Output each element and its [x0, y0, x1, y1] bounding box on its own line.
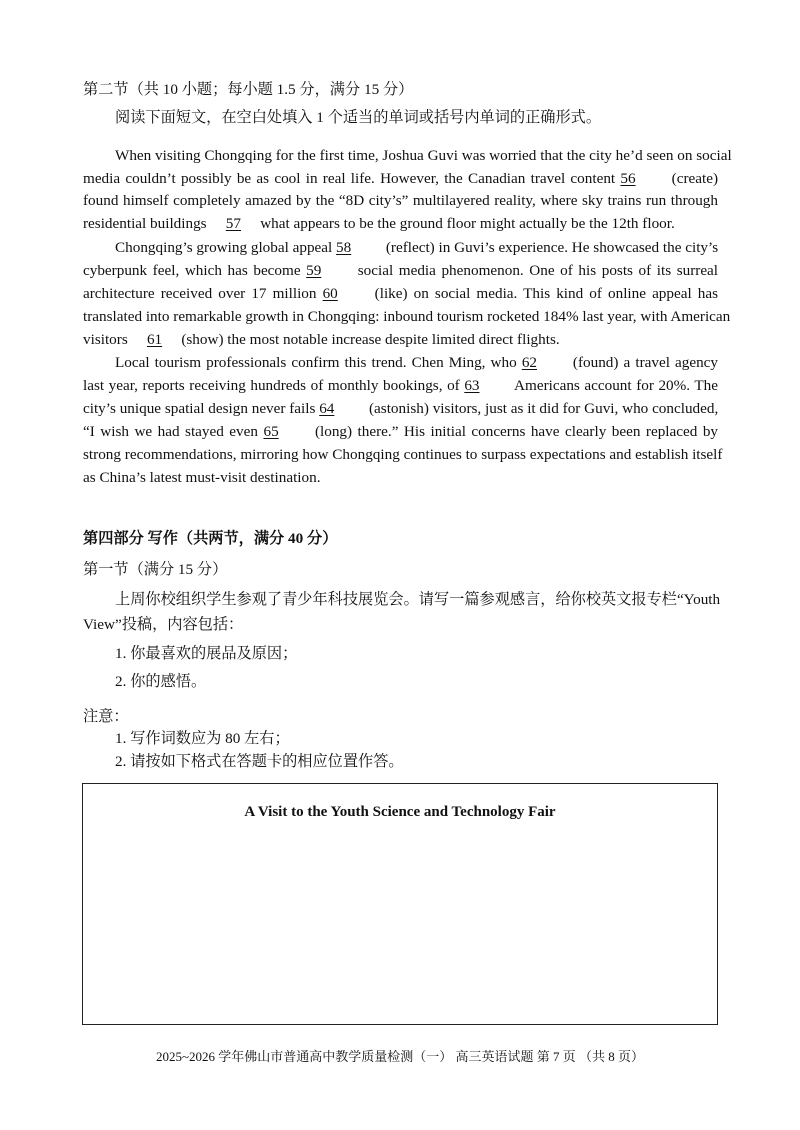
prompt-item: 2. 你的感悟。 [115, 673, 207, 690]
blank-56[interactable]: 56 [620, 170, 636, 187]
passage-line: last year, reports receiving hundreds of monthly bookings, of 63 Americans account for 20%. The [83, 375, 718, 397]
writing-prompt: View”投稿，内容包括： [83, 616, 244, 633]
prompt-item: 1. 你最喜欢的展品及原因； [115, 645, 298, 662]
blank-63[interactable]: 63 [464, 377, 480, 394]
note-item: 2. 请按如下格式在答题卡的相应位置作答。 [115, 753, 404, 770]
passage-line: strong recommendations, mirroring how Chongqing continues to surpass expectations and establish itself [83, 446, 723, 463]
page-footer: 2025~2026 学年佛山市普通高中教学质量检测（一） 高三英语试题 第 7 页 （共 8 页） [155, 1049, 645, 1064]
passage-line: translated into remarkable growth in Chongqing: inbound tourism rocketed 184% last year, with American [83, 308, 731, 325]
blank-57[interactable]: 57 [225, 215, 241, 232]
passage-line: Local tourism professionals confirm this trend. Chen Ming, who 62 (found) a travel agency [83, 352, 718, 374]
blank-64[interactable]: 64 [319, 400, 335, 417]
subsection-heading: 第一节（满分 15 分） [83, 561, 228, 578]
passage-line: as China’s latest must-visit destination. [83, 469, 321, 486]
passage-line: found himself completely amazed by the “8D city’s” multilayered reality, where sky trains run through [83, 192, 718, 209]
passage-line: residential buildings 57 what appears to be the ground floor might actually be the 12th floor. [83, 213, 718, 235]
passage-line: Chongqing’s growing global appeal 58 (reflect) in Guvi’s experience. He showcased the city’s [83, 237, 718, 259]
essay-title: A Visit to the Youth Science and Technology Fair [244, 804, 556, 820]
blank-58[interactable]: 58 [336, 239, 352, 256]
passage-line: city’s unique spatial design never fails 64 (astonish) visitors, just as it did for Guvi, who concluded, [83, 398, 718, 420]
writing-prompt: 上周你校组织学生参观了青少年科技展览会。请写一篇参观感言，给你校英文报专栏“Youth [115, 591, 721, 608]
blank-65[interactable]: 65 [263, 423, 279, 440]
passage-line: “I wish we had stayed even 65 (long) there.” His initial concerns have clearly been replaced by [83, 421, 718, 443]
passage-line: When visiting Chongqing for the first time, Joshua Guvi was worried that the city he’d seen on social [115, 147, 732, 164]
note-item: 1. 写作词数应为 80 左右； [115, 730, 290, 747]
passage-line: cyberpunk feel, which has become 59 social media phenomenon. One of his posts of its surreal [83, 260, 718, 282]
blank-62[interactable]: 62 [521, 354, 537, 371]
blank-61[interactable]: 61 [146, 331, 163, 348]
passage-line: media couldn’t possibly be as cool in real life. However, the Canadian travel content 56 (create) [83, 168, 718, 190]
notes-label: 注意： [83, 708, 129, 725]
answer-box[interactable] [82, 783, 718, 1025]
passage-line: visitors 61 (show) the most notable increase despite limited direct flights. [83, 329, 718, 351]
section-heading: 第二节（共 10 小题；每小题 1.5 分，满分 15 分） [83, 81, 414, 98]
section-instruction: 阅读下面短文，在空白处填入 1 个适当的单词或括号内单词的正确形式。 [115, 109, 601, 126]
blank-60[interactable]: 60 [322, 285, 338, 302]
blank-59[interactable]: 59 [306, 262, 322, 279]
part-heading: 第四部分 写作（共两节，满分 40 分） [83, 530, 338, 547]
passage-line: architecture received over 17 million 60 (like) on social media. This kind of online appeal has [83, 283, 718, 305]
